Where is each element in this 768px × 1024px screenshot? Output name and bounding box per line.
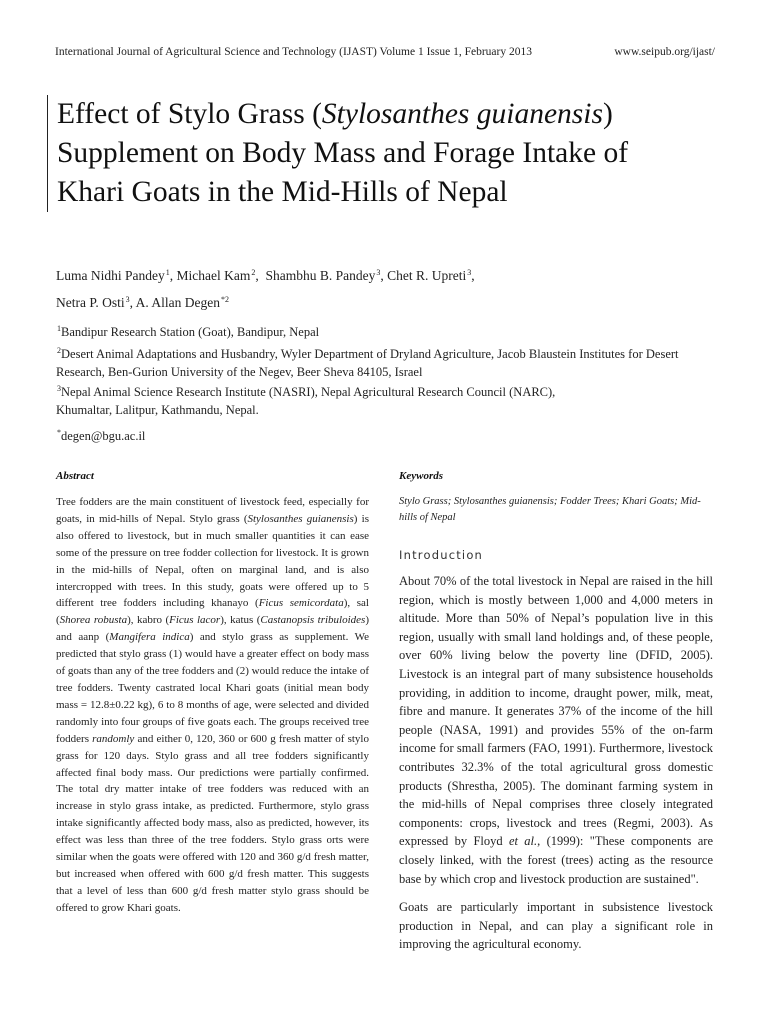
author-affil-marker: 3 (125, 295, 130, 304)
intro-text: About 70% of the total livestock in Nepal are raised in the hill region, which is mostly between 1,000 and 4,000 meters in altitude. More than 50% of Nepal’s population live in this region, usually with small land holdings and, of these people, over 60% living below the poverty line (DFID, 2005). Livestock is an integral part of many subsistence households providing, in addition to income, draught power, milk, meat, fibre and manure. It generates 37% of the income of the hill people (NASA, 1991) and provides 55% of the on-farm income for small farmers (FAO, 1991). Furthermore, livestock contributes 32.3% of the total agricultural gross domestic products (Shrestha, 2005). The dominant farming system in the mid-hills of Nepal comprises three closely integrated components: crops, livestock and trees (Regmi, 2003). As expressed by Floyd (399, 574, 713, 849)
paper-title (57, 95, 697, 212)
abstract-text: ) and stylo grass as supplement. We predicted that stylo grass (1) would have a greater effect on body mass of goats than any of the tree fodders and (2) would reduce the intake of tree fodders. Twenty castrated local Khari goats (initial mean body mass = 12.8±0.22 kg), 6 to 8 months of age, were selected and divided randomly into four groups of five goats each. The groups received tree fodders (56, 631, 370, 745)
right-column (399, 470, 713, 964)
abstract-heading: Abstract (56, 470, 94, 482)
species-name: Castanopsis tribuloides (260, 614, 366, 627)
author-line-2: Netra P. Osti$^3$, A. Allan Degen$^{*2}$ (56, 295, 229, 310)
affil-text: Bandipur Research Station (Goat), Bandipur, Nepal (61, 325, 320, 339)
abstract-text: ), katus ( (220, 614, 261, 627)
intro-paragraph-1 (399, 572, 713, 888)
species-name: Ficus semicordata (258, 597, 344, 610)
abstract-column (56, 470, 369, 917)
title-part-1: Effect of Stylo Grass ( (57, 98, 322, 130)
email-marker: * (57, 428, 61, 437)
affiliation-2 (56, 342, 716, 381)
affil-text: Khumaltar, Lalitpur, Kathmandu, Nepal. (56, 403, 259, 417)
author-affil-marker: *2 (221, 295, 229, 304)
abstract-text: ) and aanp ( (56, 614, 370, 644)
journal-citation: International Journal of Agricultural Science and Technology (IJAST) Volume 1 Issue 1, February 2013 (55, 46, 532, 58)
author-name: A. Allan Degen (135, 295, 220, 310)
title-block (47, 95, 697, 212)
emphasis-word: randomly (92, 732, 135, 745)
abstract-text: ), sal ( (56, 597, 369, 627)
author-name: Netra P. Osti (56, 295, 125, 310)
author-name: Shambhu B. Pandey (265, 268, 376, 283)
species-name: Shorea robusta (59, 614, 128, 627)
abstract-text: ), kabro ( (127, 614, 170, 627)
affil-marker: 3 (57, 384, 61, 393)
species-name: Ficus lacor (169, 614, 221, 627)
author-affil-marker: 1 (165, 268, 170, 277)
author-affil-marker: 3 (376, 268, 381, 277)
introduction-heading: Introduction (399, 548, 484, 562)
title-part-2: ) Supplement on Body Mass and Forage Intake of Khari Goats in the Mid-Hills of Nepal (57, 98, 629, 208)
affil-text: Nepal Animal Science Research Institute (NASRI), Nepal Agricultural Research Council (NARC), (61, 385, 556, 399)
affiliation-3 (56, 380, 716, 419)
author-affil-marker: 2 (251, 268, 256, 277)
abstract-text: Tree fodders are the main constituent of livestock feed, especially for goats, in mid-hills of Nepal. Stylo grass ( (56, 496, 369, 525)
author-affil-marker: 3 (467, 268, 472, 277)
abstract-text: ) is also offered to livestock, but in much smaller quantities it can ease some of the pressure on tree fodder collection for livestock. It is grown in the mid-hills of Nepal, often on marginal land, and is also intercropped with trees. In this study, goats were offered up to 5 different tree fodders including khanayo ( (56, 512, 369, 610)
running-header (55, 46, 715, 58)
author-name: Michael Kam (176, 268, 251, 283)
keywords-list: Stylo Grass; Stylosanthes guianensis; Fodder Trees; Khari Goats; Mid-hills of Nepal (399, 496, 701, 523)
abstract-body (56, 494, 369, 917)
abstract-text: and either 0, 120, 360 or 600 g fresh matter of stylo grass for 120 days. Stylo grass and all tree fodders significantly affected final body mass. Our predictions were partially confirmed. The total dry matter intake of tree fodders was reduced with an increase in stylo grass intake, as predicted. Furthermore, stylo grass intake significantly affected body mass, also as predicted, however, its effect was less than three of the tree fodders. Stylo grass orts were similar when the goats were offered with 120 and 360 g/d fresh matter, but increased when offered with 600 g/d fresh matter. This suggests that a level of less than 600 g/d fresh matter stylo grass should be offered to grow Khari goats. (56, 732, 369, 914)
title-species: Stylosanthes guianensis (321, 98, 603, 130)
affil-text: Desert Animal Adaptations and Husbandry, Wyler Department of Dryland Agriculture, Jacob Blaustein Institutes for Desert Research, Ben-Gurion University of the Negev, Beer Sheva 84105, Israel (56, 347, 679, 379)
author-line-1: Luma Nidhi Pandey$^1$, Michael Kam$^2$, Shambhu B. Pandey$^3$, Chet R. Upreti$^3$, (56, 268, 475, 283)
email-link[interactable]: degen@bgu.ac.il (61, 429, 146, 443)
affil-marker: 2 (57, 346, 61, 355)
corresponding-email (56, 424, 716, 445)
journal-url[interactable]: www.seipub.org/ijast/ (614, 46, 715, 58)
affiliation-1 (56, 320, 716, 341)
intro-text: , (1999): "These components are closely linked, with the forest (trees) acting as the resource base by which crop and livestock production are sustained". (399, 834, 713, 886)
affil-marker: 1 (57, 324, 61, 333)
et-al: et al. (508, 834, 538, 849)
species-name: Stylosanthes guianensis (247, 512, 354, 525)
author-name: Chet R. Upreti (387, 268, 467, 283)
intro-paragraph-2: Goats are particularly important in subsistence livestock production in Nepal, and can play a significant role in improving the agricultural economy. (399, 900, 713, 952)
keywords-heading: Keywords (399, 470, 443, 482)
species-name: Mangifera indica (109, 631, 190, 644)
author-name: Luma Nidhi Pandey (56, 268, 165, 283)
